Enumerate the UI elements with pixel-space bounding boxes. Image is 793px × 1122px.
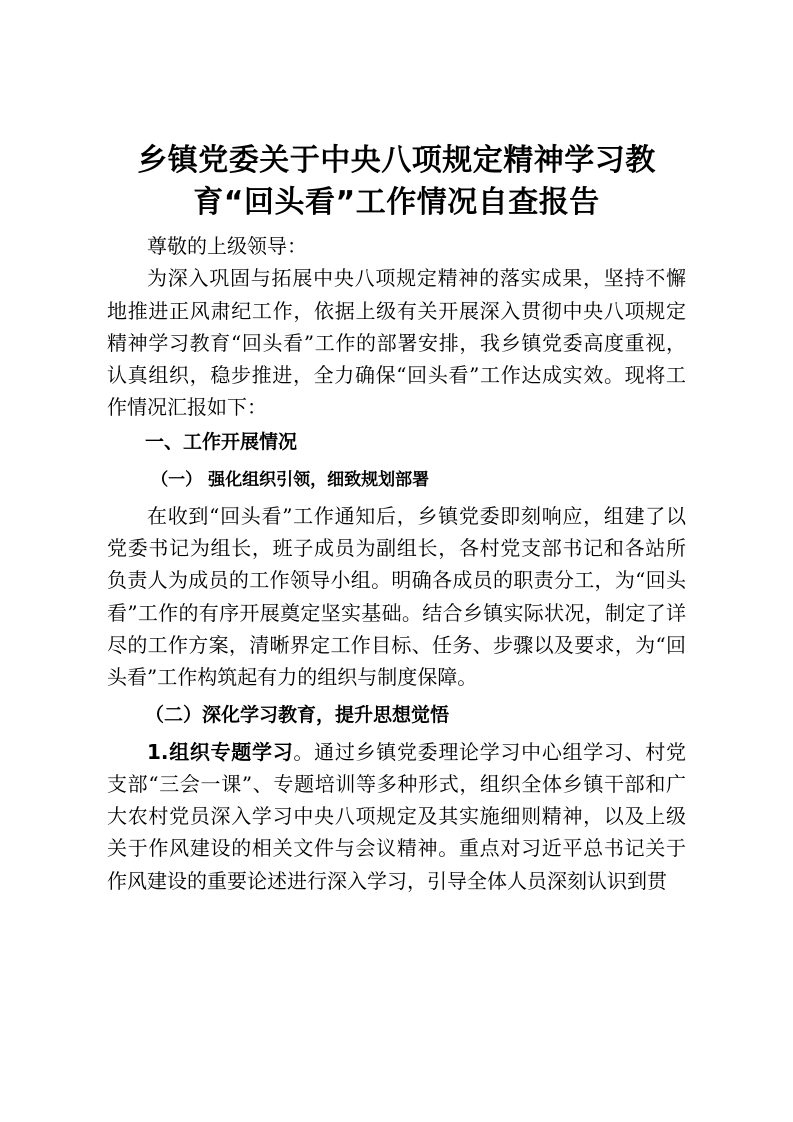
item-1-body: 。通过乡镇党委理论学习中心组学习、村党支部“三会一课”、专题培训等多种形式，组织全体乡镇干部和广大农村党员深入学习中央八项规定及其实施细则精神，以及上级关于作风建设的相关文件与会议精神。重点对习近平总书记关于作风建设的重要论述进行深入学习，引导全体人员深刻认识到贯: [107, 739, 687, 893]
item-1-paragraph: [107, 736, 686, 897]
item-1-label: 1.组织专题学习: [147, 739, 294, 764]
intro-paragraph: 为深入巩固与拓展中央八项规定精神的落实成果，坚持不懈地推进正风肃纪工作，依据上级有关开展深入贯彻中央八项规定精神学习教育“回头看”工作的部署安排，我乡镇党委高度重视，认真组织，稳步推进，全力确保“回头看”工作达成实效。现将工作情况汇报如下：: [107, 266, 686, 420]
subsection-heading-2: （二）深化学习教育，提升思想觉悟: [145, 703, 450, 726]
subsection-heading-1: （一） 强化组织引领，细致规划部署: [151, 469, 430, 490]
section-heading-1: 一、工作开展情况: [145, 430, 298, 453]
document-title: 乡镇党委关于中央八项规定精神学习教育“回头看”工作情况自查报告: [137, 143, 656, 220]
subsection-1-paragraph: 在收到“回头看”工作通知后，乡镇党委即刻响应，组建了以党委书记为组长，班子成员为副组长，各村党支部书记和各站所负责人为成员的工作领导小组。明确各成员的职责分工，为“回头看”工作的有序开展奠定坚实基础。结合乡镇实际状况，制定了详尽的工作方案，清晰界定工作目标、任务、步骤以及要求，为“回头看”工作构筑起有力的组织与制度保障。: [107, 503, 686, 690]
salutation: 尊敬的上级领导：: [147, 234, 307, 258]
